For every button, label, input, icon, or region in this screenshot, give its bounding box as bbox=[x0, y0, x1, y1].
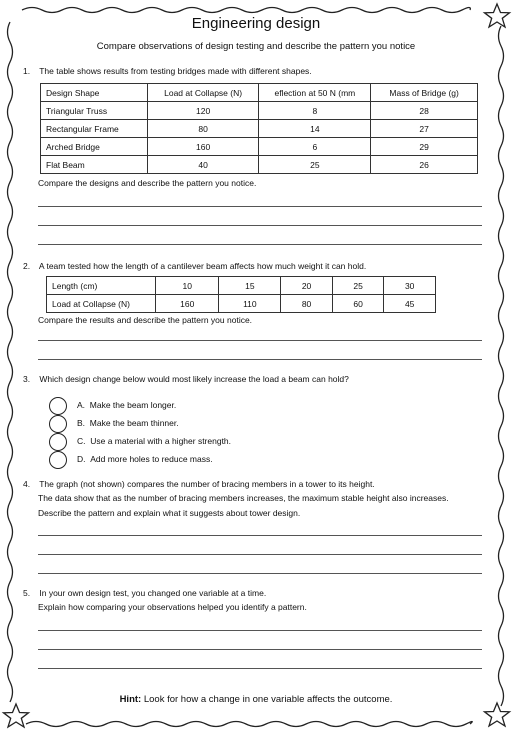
table-cell: Arched Bridge bbox=[41, 138, 148, 156]
table-cell: 26 bbox=[371, 156, 478, 174]
table-cell: 25 bbox=[259, 156, 371, 174]
radio-circle[interactable] bbox=[49, 451, 67, 469]
table-cell: Flat Beam bbox=[41, 156, 148, 174]
hint-text: Look for how a change in one variable affects the outcome. bbox=[141, 694, 393, 705]
option-letter: C. bbox=[77, 436, 86, 446]
table-header-row bbox=[41, 84, 478, 102]
answer-line[interactable] bbox=[38, 573, 482, 574]
table-row bbox=[47, 277, 436, 295]
table-header: eflection at 50 N (mm bbox=[259, 84, 371, 102]
option-text: Make the beam thinner. bbox=[89, 418, 179, 428]
table-cell: 30 bbox=[384, 277, 436, 295]
table-header: Mass of Bridge (g) bbox=[371, 84, 478, 102]
table-cell: 25 bbox=[332, 277, 384, 295]
question-number: 4. bbox=[23, 479, 31, 489]
table-cell: 28 bbox=[371, 102, 478, 120]
answer-line[interactable] bbox=[38, 225, 482, 226]
table-row-header: Length (cm) bbox=[47, 277, 156, 295]
table-cell: 27 bbox=[371, 120, 478, 138]
question-4 bbox=[23, 479, 375, 489]
table-row bbox=[47, 295, 436, 313]
answer-line[interactable] bbox=[38, 668, 482, 669]
question-text: In your own design test, you changed one variable at a time. bbox=[39, 588, 267, 598]
table-cell: 60 bbox=[332, 295, 384, 313]
question-5 bbox=[23, 588, 266, 598]
table-cell: Rectangular Frame bbox=[41, 120, 148, 138]
bridge-results-table bbox=[40, 83, 478, 174]
question-number: 5. bbox=[23, 588, 31, 598]
table-cell: 8 bbox=[259, 102, 371, 120]
question-2 bbox=[23, 261, 366, 271]
question-text: The graph (not shown) compares the number of bracing members in a tower to its height. bbox=[39, 479, 375, 489]
answer-line[interactable] bbox=[38, 554, 482, 555]
hint bbox=[0, 694, 512, 705]
answer-line[interactable] bbox=[38, 535, 482, 536]
option-letter: B. bbox=[77, 418, 86, 428]
option-text: Use a material with a higher strength. bbox=[90, 436, 232, 446]
question-text: A team tested how the length of a cantilever beam affects how much weight it can hold. bbox=[38, 261, 367, 271]
question-1 bbox=[23, 66, 312, 76]
question-number: 2. bbox=[23, 261, 31, 271]
option-text: Add more holes to reduce mass. bbox=[90, 454, 213, 464]
table-cell: 15 bbox=[219, 277, 281, 295]
answer-line[interactable] bbox=[38, 649, 482, 650]
cantilever-results-table bbox=[46, 276, 436, 313]
hint-label: Hint: bbox=[119, 694, 142, 705]
answer-line[interactable] bbox=[38, 206, 482, 207]
table-cell: 160 bbox=[156, 295, 219, 313]
table-header: Load at Collapse (N) bbox=[147, 84, 259, 102]
table-cell: 45 bbox=[384, 295, 436, 313]
answer-line[interactable] bbox=[38, 244, 482, 245]
table-row bbox=[41, 120, 478, 138]
table-cell: 29 bbox=[371, 138, 478, 156]
answer-line[interactable] bbox=[38, 340, 482, 341]
table-cell: 20 bbox=[281, 277, 333, 295]
table-row-header: Load at Collapse (N) bbox=[47, 295, 156, 313]
table-row bbox=[41, 156, 478, 174]
answer-line[interactable] bbox=[38, 630, 482, 631]
table-cell: 120 bbox=[147, 102, 259, 120]
table-row bbox=[41, 102, 478, 120]
table-header: Design Shape bbox=[41, 84, 148, 102]
question-text: Which design change below would most likely increase the load a beam can hold? bbox=[39, 374, 349, 384]
question-number: 1. bbox=[23, 66, 31, 76]
table-cell: 40 bbox=[147, 156, 259, 174]
question-prompt: Compare the results and describe the pattern you notice. bbox=[38, 315, 253, 325]
radio-circle[interactable] bbox=[49, 433, 67, 451]
question-number: 3. bbox=[23, 374, 31, 384]
option-text: Make the beam longer. bbox=[89, 400, 177, 410]
table-cell: 160 bbox=[147, 138, 259, 156]
radio-circle[interactable] bbox=[49, 397, 67, 415]
question-text-line: Explain how comparing your observations helped you identify a pattern. bbox=[38, 602, 307, 612]
table-cell: 80 bbox=[281, 295, 333, 313]
page-subtitle: Compare observations of design testing and describe the pattern you notice bbox=[96, 41, 416, 52]
question-prompt: Compare the designs and describe the pattern you notice. bbox=[38, 178, 257, 188]
table-cell: 10 bbox=[156, 277, 219, 295]
radio-circle[interactable] bbox=[49, 415, 67, 433]
answer-line[interactable] bbox=[38, 359, 482, 360]
option-letter: A. bbox=[77, 400, 86, 410]
table-cell: 80 bbox=[147, 120, 259, 138]
page-title: Engineering design bbox=[191, 15, 321, 32]
option-letter: D. bbox=[77, 454, 86, 464]
table-cell: Triangular Truss bbox=[41, 102, 148, 120]
question-text-line: Describe the pattern and explain what it suggests about tower design. bbox=[38, 508, 301, 518]
table-cell: 14 bbox=[259, 120, 371, 138]
table-cell: 110 bbox=[219, 295, 281, 313]
question-3 bbox=[23, 374, 349, 384]
question-text: The table shows results from testing bridges made with different shapes. bbox=[39, 66, 312, 76]
question-text-line: The data show that as the number of bracing members increases, the maximum stable height also increases. bbox=[38, 493, 449, 503]
table-row bbox=[41, 138, 478, 156]
table-cell: 6 bbox=[259, 138, 371, 156]
